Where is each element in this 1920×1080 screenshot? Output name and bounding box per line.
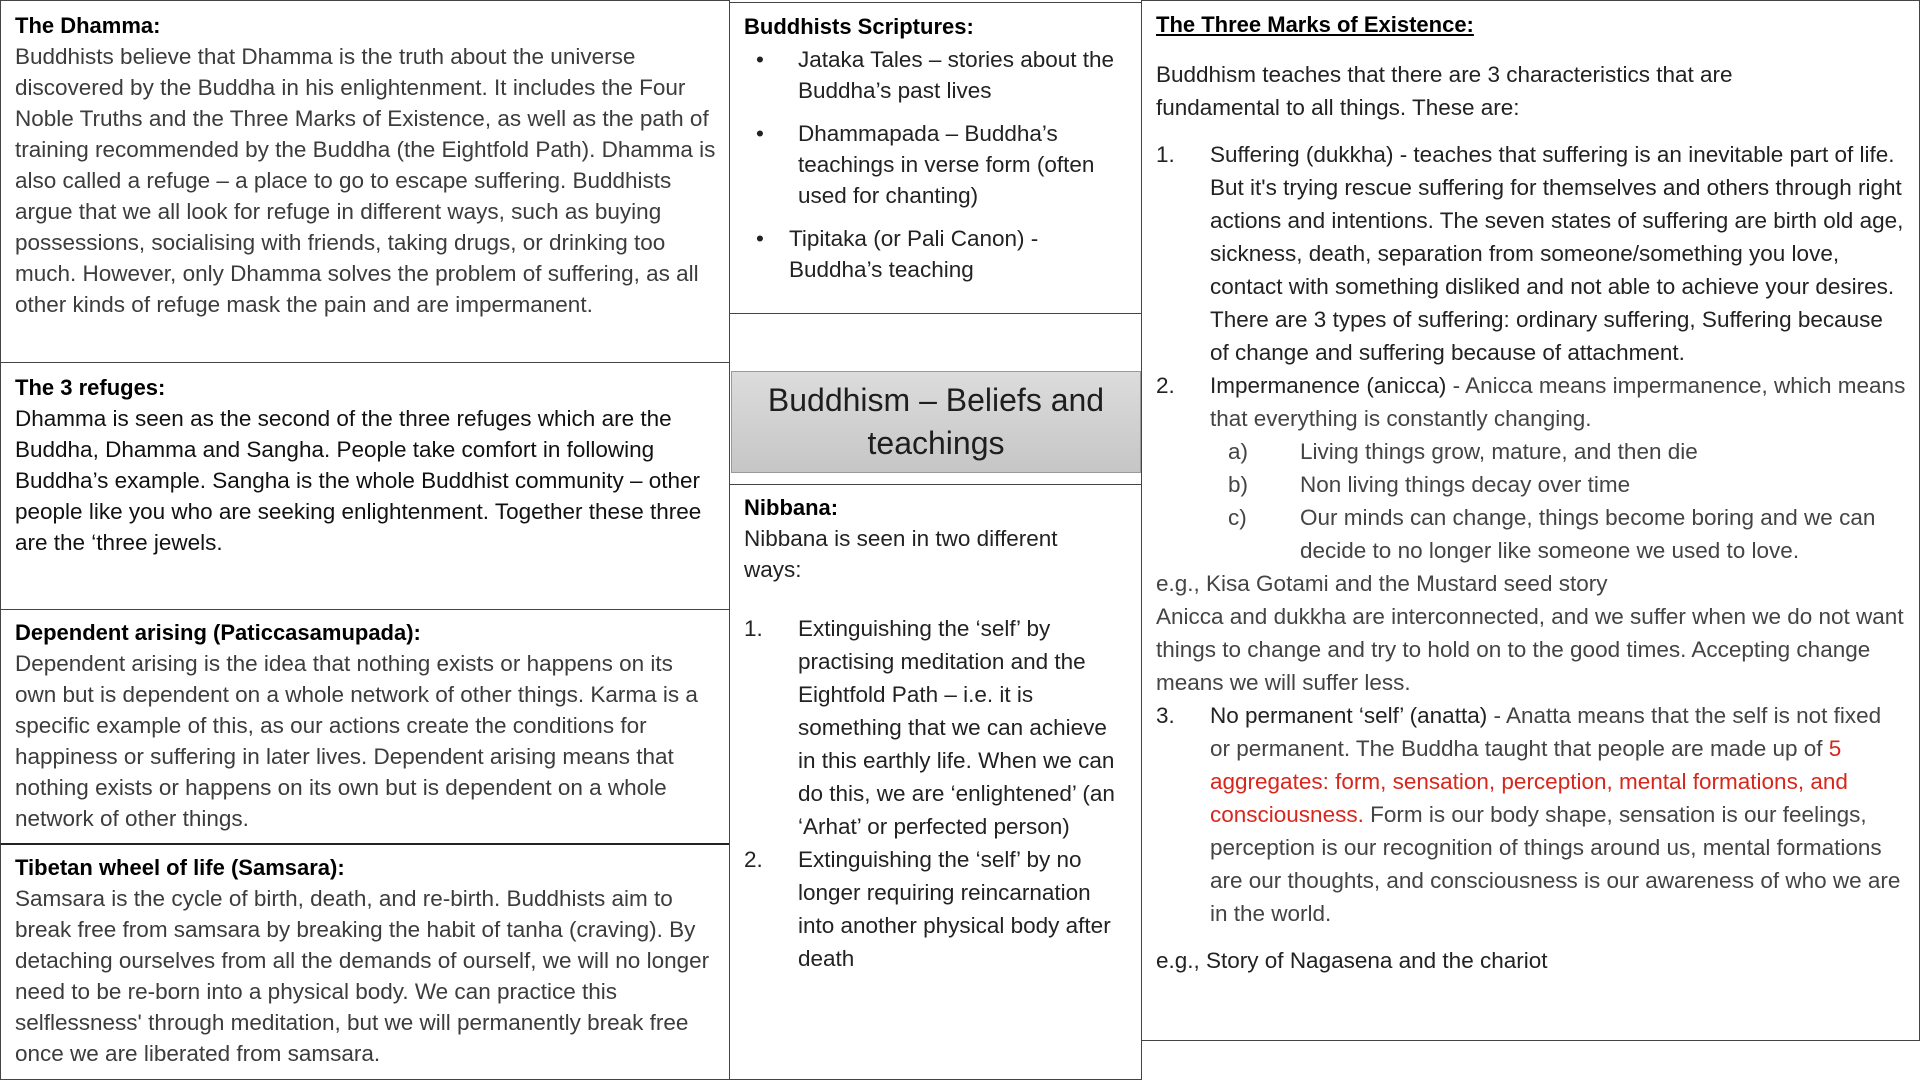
list-item: 1. Extinguishing the ‘self’ by practising meditation and the Eightfold Path – i.e. it is something that we can achieve in this earthly life. When we can do this, we are ‘enlightened’ (an ‘Arhat’ or perfected person) — [744, 616, 1115, 839]
wheel-box — [0, 843, 730, 1080]
refuges-title: The 3 refuges: — [15, 375, 166, 400]
dependent-box — [0, 609, 730, 845]
scriptures-title: Buddhists Scriptures: — [744, 14, 974, 39]
nibbana-box — [729, 484, 1142, 1080]
bullet-icon: • — [756, 47, 764, 72]
list-item: a) Living things grow, mature, and then die — [1228, 439, 1698, 464]
example-nagasena: e.g., Story of Nagasena and the chariot — [1156, 948, 1548, 973]
refuges-text: Dhamma is seen as the second of the three refuges which are the Buddha, Dhamma and Sangha. People take comfort in following Buddha’s example. Sangha is the whole Buddhist community – other people like you who are seeking enlightenment. Together these three are the ‘three jewels. — [15, 406, 702, 555]
example-kisa-gotami: e.g., Kisa Gotami and the Mustard seed story — [1156, 571, 1608, 596]
dhamma-box — [0, 0, 730, 363]
bullet-icon: • — [756, 226, 764, 251]
marks-box — [1141, 0, 1920, 1041]
list-item: • Dhammapada – Buddha’s teachings in verse form (often used for chanting) — [744, 118, 1129, 211]
dhamma-text: Buddhists believe that Dhamma is the truth about the universe discovered by the Buddha in his enlightenment. It includes the Four Noble Truths and the Three Marks of Existence, as well as the path of training recommended by the Buddha (the Eightfold Path). Dhamma is also called a refuge – a place to go to escape suffering. Buddhists argue that we all look for refuge in different ways, such as buying possessions, socialising with friends, taking drugs, or drinking too much. However, only Dhamma solves the problem of suffering, as all other kinds of refuge mask the pain and are impermanent. — [15, 44, 716, 317]
page-title: Buddhism – Beliefs and teachings — [731, 371, 1141, 473]
marks-list-3 — [1156, 699, 1907, 930]
anicca-sublist — [1228, 435, 1907, 567]
list-item: • Jataka Tales – stories about the Buddha’s past lives — [744, 44, 1129, 106]
bullet-icon: • — [756, 121, 764, 146]
scriptures-box — [729, 2, 1142, 314]
nibbana-title: Nibbana: — [744, 495, 839, 520]
list-item: 2. Extinguishing the ‘self’ by no longer requiring reincarnation into another physical body after death — [744, 847, 1111, 971]
list-item: b) Non living things decay over time — [1228, 472, 1631, 497]
interconnect-text: Anicca and dukkha are interconnected, and we suffer when we do not want things to change and try to hold on to the good times. Accepting change means we will suffer less. — [1156, 604, 1904, 695]
list-item: 2. Impermanence (anicca) - Anicca means impermanence, which means that everything is constantly changing. a) Living things grow, mature, and then die b) Non living things decay over time c) Our minds can change, things become boring and we can decide to no longer like someone we used to love. — [1156, 369, 1907, 567]
wheel-title: Tibetan wheel of life (Samsara): — [15, 855, 345, 880]
refuges-box — [0, 362, 730, 610]
dependent-text: Dependent arising is the idea that nothing exists or happens on its own but is dependent on a whole network of other things. Karma is a specific example of this, as our actions create the conditions for happiness or suffering in later lives. Dependent arising means that nothing exists or happens on its own but is dependent on a whole network of other things. — [15, 651, 698, 831]
scriptures-list — [744, 44, 1129, 285]
marks-title: The Three Marks of Existence: — [1156, 12, 1474, 37]
dhamma-title: The Dhamma: — [15, 13, 161, 38]
list-item: • Tipitaka (or Pali Canon) - Buddha’s teaching — [744, 223, 1129, 285]
nibbana-list — [744, 612, 1129, 975]
list-item: c) Our minds can change, things become boring and we can decide to no longer like someone we used to love. — [1228, 505, 1876, 563]
list-item: 3. No permanent ‘self’ (anatta) - Anatta means that the self is not fixed or permanent. The Buddha taught that people are made up of 5 aggregates: form, sensation, perception, mental formations, and consciousness. Form is our body shape, sensation is our feelings, perception is our recognition of things around us, mental formations are our thoughts, and consciousness is our awareness of who we are in the world. — [1156, 703, 1901, 926]
dependent-title: Dependent arising (Paticcasamupada): — [15, 620, 421, 645]
marks-list — [1156, 138, 1907, 567]
nibbana-intro: Nibbana is seen in two different ways: — [744, 526, 1058, 582]
marks-intro: Buddhism teaches that there are 3 characteristics that are fundamental to all things. These are: — [1156, 62, 1733, 120]
spacer-box — [729, 313, 1142, 373]
list-item: 1. Suffering (dukkha) - teaches that suffering is an inevitable part of life. But it's trying rescue suffering for themselves and others through right actions and intentions. The seven states of suffering are birth old age, sickness, death, separation from someone/something you love, contact with something disliked and not able to achieve your desires. There are 3 types of suffering: ordinary suffering, Suffering because of change and suffering because of attachment. — [1156, 142, 1904, 365]
aggregates-highlight: 5 aggregates: form, sensation, perception, mental formations, and consciousness. — [1210, 736, 1848, 827]
wheel-text: Samsara is the cycle of birth, death, and re-birth. Buddhists aim to break free from samsara by breaking the habit of tanha (craving). By detaching ourselves from all the demands of ourself, we will no longer need to be re-born into a physical body. We can practice this selflessness' through meditation, but we will permanently break free once we are liberated from samsara. — [15, 886, 710, 1066]
